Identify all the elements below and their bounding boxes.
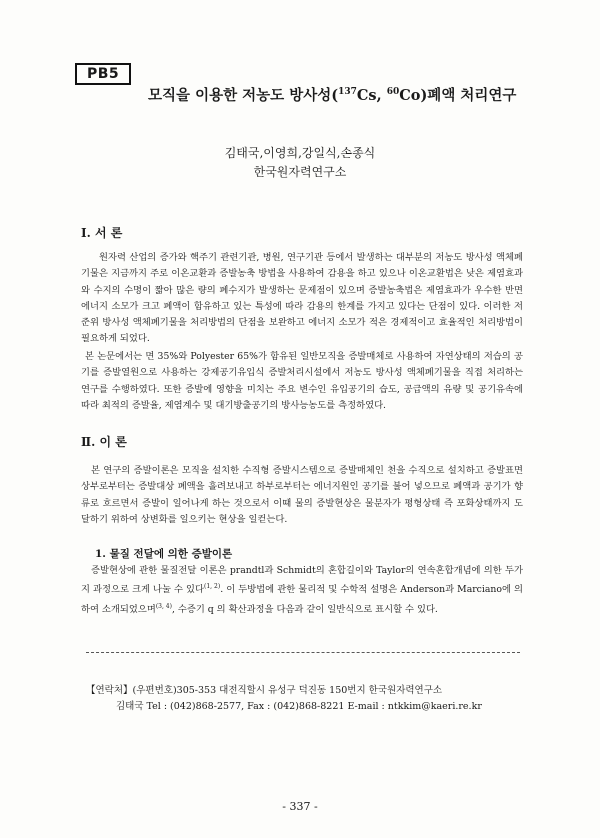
page-number: - 337 -: [282, 800, 318, 813]
author-list: 김태국,이영희,강일식,손종식: [224, 146, 376, 160]
paper-title: 모직을 이용한 저농도 방사성($^{137}$Cs, $^{60}$Co)폐액 처리연구: [148, 87, 517, 104]
intro-paragraph-1: 원자력 산업의 증가와 핵주기 관련기관, 병원, 연구기관 등에서 발생하는 대부분의 저농도 방사성 액체폐기물은 지금까지 주로 이온교환과 증발농축 방법을 사용하여 감용을 하고 있으나 이온교환법은 낮은 제염효과와 수지의 수명이 짧아 많은 량의 폐수지가 발생하는 문제점이 있으며 증발농축법은 제염효과가 우수한 반면 에너지 소모가 크고 폐액이 함유하고 있는 특성에 따라 감용의 한계를 가지고 있다는 단점이 있다. 이러한 저준위 방사성 액체폐기물을 처리방법의 단점을 보완하고 에너지 소모가 적은 경제적이고 효율적인 처리방법이 필요하게 되었다.: [81, 252, 523, 345]
section-heading-introduction: Ⅰ. 서 론: [81, 226, 123, 240]
session-badge: PB5: [75, 63, 131, 85]
subsection-heading: 1. 물질 전달에 의한 증발이론: [95, 548, 233, 560]
theory-paragraph-2: 증발현상에 관한 물질전달 이론은 prandtl과 Schmidt의 혼합길이와 Taylor의 연속혼합개념에 의한 두가지 과정으로 크게 나눌 수 있다$^{(1, 2)}$. 이 두방법에 관한 물리적 및 수학적 설명은 Anderson과 Marciano에 의하여 소개되었으며$^{(3, 4)}$, 수증기 q 의 확산과정을 다음과 같이 일반식으로 표시할 수 있다.: [81, 565, 523, 615]
contact-line-2: 김태국 Tel : (042)868-2577, Fax : (042)868-8221 E-mail : ntkkim@kaeri.re.kr: [116, 701, 482, 712]
affiliation: 한국원자력연구소: [253, 165, 347, 179]
intro-paragraph-2: 본 논문에서는 면 35%와 Polyester 65%가 함유된 일반모직을 증발매체로 사용하여 자연상태의 저습의 공기를 증발열원으로 사용하는 강제공기유입식 증발처리시설에서 저농도 방사성 액체폐기물을 직접 처리하는 연구를 수행하였다. 또한 증발에 영향을 미치는 주요 변수인 유입공기의 습도, 공급액의 유량 및 공기유속에 따라 최적의 증발율, 제염계수 및 대기방출공기의 방사능농도를 측정하였다.: [81, 351, 523, 411]
footnote-divider: [86, 652, 520, 653]
contact-line-1: 【연락처】(우편번호)305-353 대전직할시 유성구 덕진동 150번지 한국원자력연구소: [86, 685, 443, 696]
section-heading-theory: Ⅱ. 이 론: [81, 435, 127, 449]
theory-paragraph-1: 본 연구의 증발이론은 모직을 설치한 수직형 증발시스템으로 증발매체인 천을 수직으로 설치하고 증발표면 상부로부터는 증발대상 폐액을 흘려보내고 하부로부터는 에너지원인 공기를 불어 넣으므로 폐액과 공기가 향류로 흐르면서 증발이 일어나게 하는 것으로서 이때 물의 증발현상은 물분자가 평형상태 즉 포화상태까지 도달하기 위하여 상변화를 일으키는 현상을 일컫는다.: [81, 465, 523, 525]
